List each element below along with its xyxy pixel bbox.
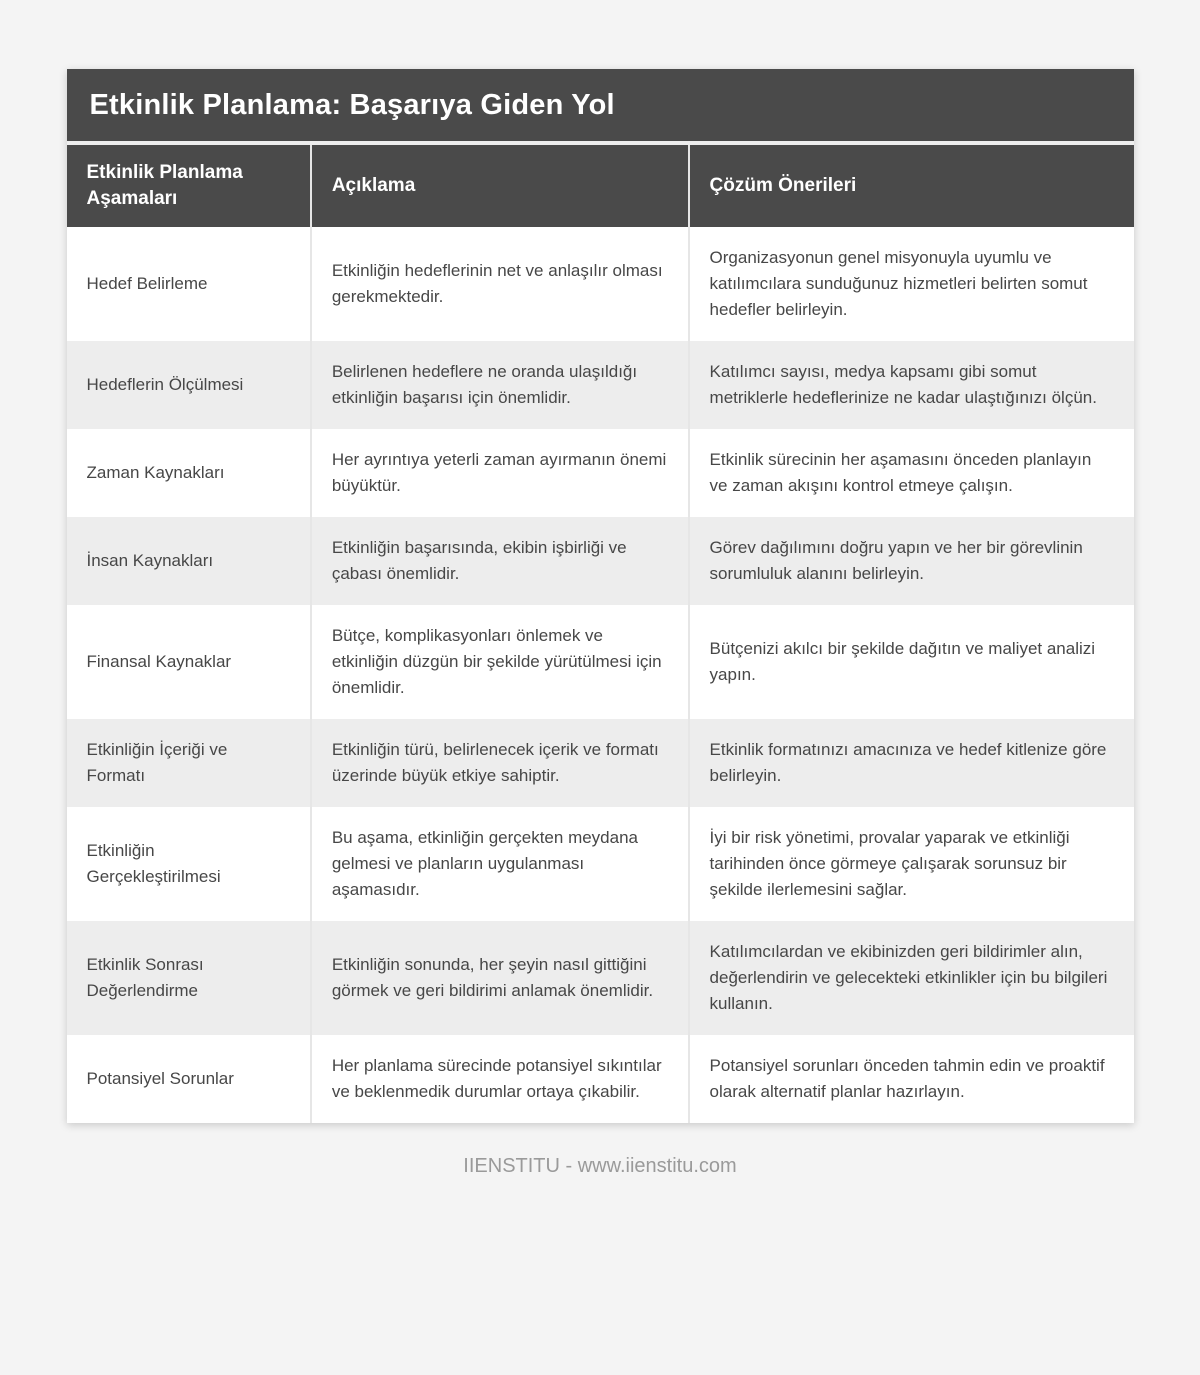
- stage-cell: Finansal Kaynaklar: [67, 605, 311, 719]
- table-row: [67, 227, 1134, 341]
- page-title: Etkinlik Planlama: Başarıya Giden Yol: [89, 88, 615, 121]
- stage-cell: İnsan Kaynakları: [67, 517, 311, 605]
- table-row: [67, 719, 1134, 807]
- description-cell: Bütçe, komplikasyonları önlemek ve etkinliğin düzgün bir şekilde yürütülmesi için önemlidir.: [311, 605, 689, 719]
- table-row: [67, 605, 1134, 719]
- description-cell: Etkinliğin hedeflerinin net ve anlaşılır olması gerekmektedir.: [311, 227, 689, 341]
- stage-cell: Hedeflerin Ölçülmesi: [67, 341, 311, 429]
- stage-cell: Hedef Belirleme: [67, 227, 311, 341]
- stage-cell: Etkinliğin İçeriği ve Formatı: [67, 719, 311, 807]
- table-row: [67, 517, 1134, 605]
- table-row: [67, 341, 1134, 429]
- description-cell: Etkinliğin sonunda, her şeyin nasıl gittiğini görmek ve geri bildirimi anlamak önemlidir.: [311, 921, 689, 1035]
- column-header-solutions: Çözüm Önerileri: [689, 145, 1134, 227]
- solution-cell: Katılımcı sayısı, medya kapsamı gibi somut metriklerle hedeflerinize ne kadar ulaştığınızı ölçün.: [689, 341, 1134, 429]
- table-row: [67, 429, 1134, 517]
- table-row: [67, 1035, 1134, 1123]
- stage-cell: Etkinliğin Gerçekleştirilmesi: [67, 807, 311, 921]
- description-cell: Her ayrıntıya yeterli zaman ayırmanın önemi büyüktür.: [311, 429, 689, 517]
- table-header-row: [67, 145, 1134, 227]
- column-header-description: Açıklama: [311, 145, 689, 227]
- table-row: [67, 921, 1134, 1035]
- description-cell: Belirlenen hedeflere ne oranda ulaşıldığı etkinliğin başarısı için önemlidir.: [311, 341, 689, 429]
- solution-cell: Potansiyel sorunları önceden tahmin edin ve proaktif olarak alternatif planlar hazırlayın.: [689, 1035, 1134, 1123]
- planning-table: [67, 145, 1134, 1123]
- solution-cell: Etkinlik sürecinin her aşamasını önceden planlayın ve zaman akışını kontrol etmeye çalışın.: [689, 429, 1134, 517]
- description-cell: Her planlama sürecinde potansiyel sıkıntılar ve beklenmedik durumlar ortaya çıkabilir.: [311, 1035, 689, 1123]
- column-header-stages: Etkinlik Planlama Aşamaları: [67, 145, 311, 227]
- solution-cell: İyi bir risk yönetimi, provalar yaparak ve etkinliği tarihinden önce görmeye çalışarak sorunsuz bir şekilde ilerlemesini sağlar.: [689, 807, 1134, 921]
- stage-cell: Etkinlik Sonrası Değerlendirme: [67, 921, 311, 1035]
- table-row: [67, 807, 1134, 921]
- solution-cell: Bütçenizi akılcı bir şekilde dağıtın ve maliyet analizi yapın.: [689, 605, 1134, 719]
- description-cell: Bu aşama, etkinliğin gerçekten meydana gelmesi ve planların uygulanması aşamasıdır.: [311, 807, 689, 921]
- solution-cell: Etkinlik formatınızı amacınıza ve hedef kitlenize göre belirleyin.: [689, 719, 1134, 807]
- solution-cell: Görev dağılımını doğru yapın ve her bir görevlinin sorumluluk alanını belirleyin.: [689, 517, 1134, 605]
- table-card: [67, 69, 1134, 1123]
- footer-text: IIENSTITU - www.iienstitu.com: [463, 1155, 737, 1177]
- description-cell: Etkinliğin türü, belirlenecek içerik ve formatı üzerinde büyük etkiye sahiptir.: [311, 719, 689, 807]
- solution-cell: Organizasyonun genel misyonuyla uyumlu ve katılımcılara sunduğunuz hizmetleri belirten somut hedefler belirleyin.: [689, 227, 1134, 341]
- description-cell: Etkinliğin başarısında, ekibin işbirliği ve çabası önemlidir.: [311, 517, 689, 605]
- stage-cell: Potansiyel Sorunlar: [67, 1035, 311, 1123]
- page-title-bar: [67, 69, 1134, 145]
- stage-cell: Zaman Kaynakları: [67, 429, 311, 517]
- solution-cell: Katılımcılardan ve ekibinizden geri bildirimler alın, değerlendirin ve gelecekteki etkinlikler için bu bilgileri kullanın.: [689, 921, 1134, 1035]
